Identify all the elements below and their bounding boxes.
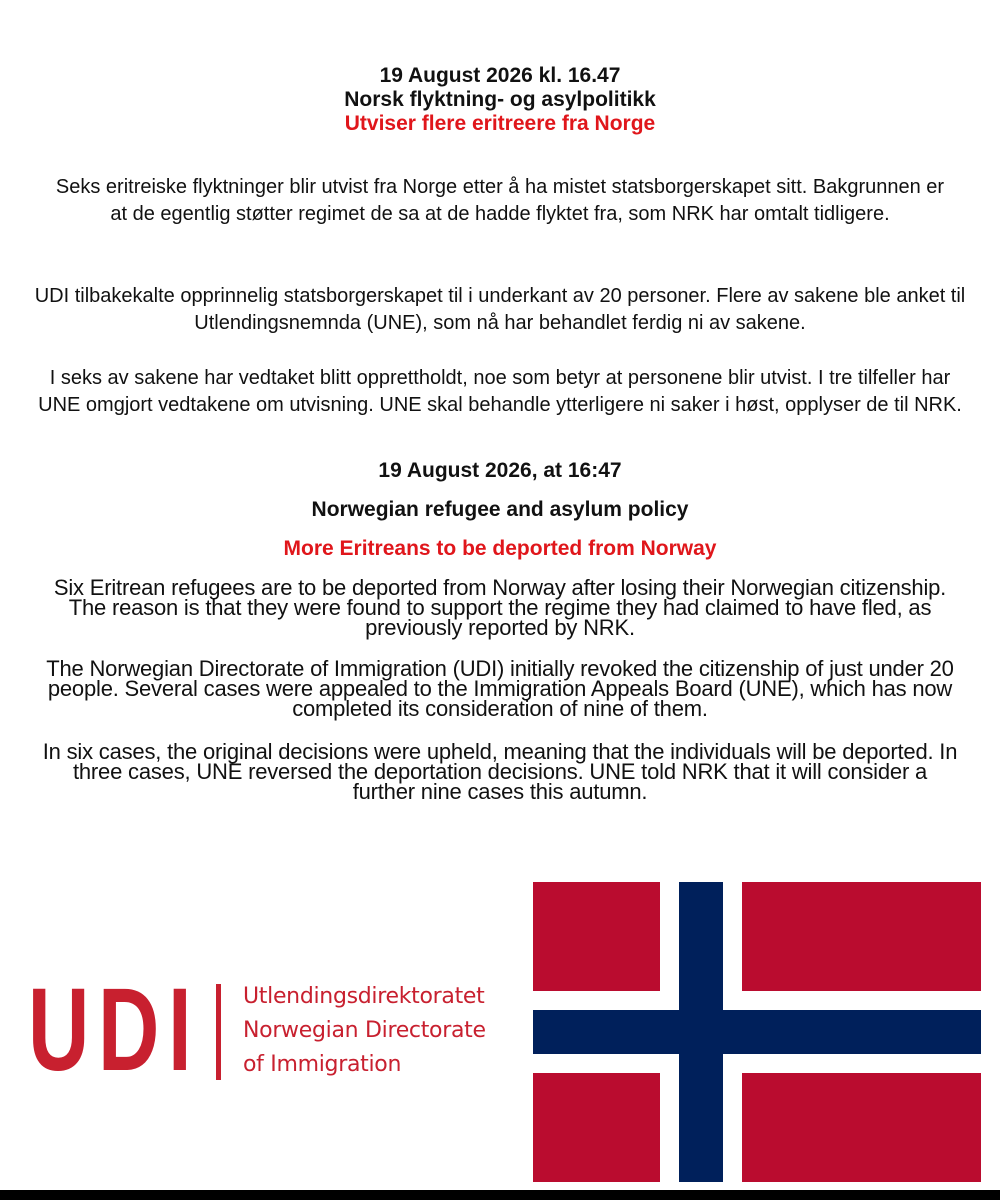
english-date: 19 August 2026, at 16:47 — [378, 459, 622, 482]
english-paragraph-1: Six Eritrean refugees are to be deported from Norway after losing their Norwegian citizenship. The reason is that they were found to support the regime they had claimed to have fled, as previously reported by NRK. — [53, 575, 947, 640]
norwegian-section-title: Norsk flyktning- og asylpolitikk — [344, 88, 656, 111]
bottom-black-bar — [0, 1190, 1000, 1200]
udi-logo-name — [243, 980, 486, 1082]
english-paragraph-3: In six cases, the original decisions were upheld, meaning that the individuals will be deported. In three cases, UNE reversed the deportation decisions. UNE told NRK that it will consider a further nine cases this autumn. — [42, 739, 958, 804]
norwegian-headline: Utviser flere eritreere fra Norge — [344, 112, 656, 135]
udi-logo-divider — [216, 984, 221, 1080]
udi-logo — [28, 964, 518, 1096]
english-paragraph-2: The Norwegian Directorate of Immigration (UDI) initially revoked the citizenship of just under 20 people. Several cases were appealed to the Immigration Appeals Board (UNE), which has now completed its consideration of nine of them. — [46, 656, 954, 721]
norwegian-paragraph-3: I seks av sakene har vedtaket blitt opprettholdt, noe som betyr at personene blir utvist. I tre tilfeller har UNE omgjort vedtakene om utvisning. UNE skal behandle ytterligere ni saker i høst, opplyser de til NRK. — [38, 367, 962, 416]
flag-blue-cross-horizontal — [533, 1010, 981, 1054]
norwegian-date: 19 August 2026 kl. 16.47 — [379, 64, 621, 87]
norwegian-paragraph-1: Seks eritreiske flyktninger blir utvist fra Norge etter å ha mistet statsborgerskapet sitt. Bakgrunnen er at de egentlig støtter regimet de sa at de hadde flyktet fra, som NRK har omtalt tidligere. — [55, 176, 945, 225]
english-headline: More Eritreans to be deported from Norway — [283, 537, 717, 560]
udi-logo-name-line-2: Norwegian Directorate — [243, 1018, 486, 1043]
english-section-title: Norwegian refugee and asylum policy — [311, 498, 689, 521]
norwegian-paragraph-2: UDI tilbakekalte opprinnelig statsborgerskapet til i underkant av 20 personer. Flere av sakene ble anket til Utlendingsnemnda (UNE), som nå har behandlet ferdig ni av sakene. — [34, 285, 966, 334]
udi-logo-name-line-1: Utlendingsdirektoratet — [243, 984, 485, 1009]
udi-logo-letters: UDI — [28, 964, 201, 1096]
norway-flag — [533, 882, 981, 1182]
udi-logo-name-line-3: of Immigration — [243, 1052, 402, 1077]
